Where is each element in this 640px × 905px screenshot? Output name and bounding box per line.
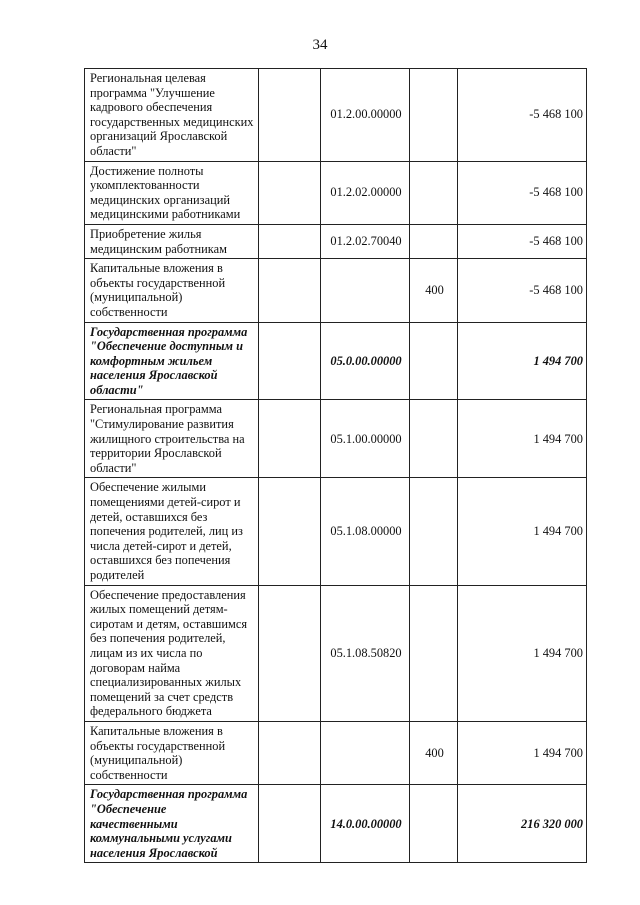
budget-table — [84, 68, 587, 863]
row-code: 01.2.00.00000 — [321, 69, 410, 162]
row-code — [321, 259, 410, 322]
row-program-cell — [259, 322, 321, 400]
row-expense-type: 400 — [410, 259, 458, 322]
row-program-cell — [259, 785, 321, 863]
row-program-cell — [259, 161, 321, 224]
row-program-cell — [259, 259, 321, 322]
page-number: 34 — [312, 37, 328, 53]
row-name: Капитальные вложения в объекты государственной (муниципальной) собственности — [85, 259, 259, 322]
row-expense-type — [410, 585, 458, 721]
table-row-program-total — [85, 785, 587, 863]
row-amount: -5 468 100 — [458, 161, 587, 224]
row-expense-type — [410, 785, 458, 863]
row-code: 05.0.00.00000 — [321, 322, 410, 400]
row-amount: 1 494 700 — [458, 400, 587, 478]
row-amount: 216 320 000 — [458, 785, 587, 863]
row-name: Достижение полноты укомплектованности медицинских организаций медицинскими работниками — [85, 161, 259, 224]
table-row — [85, 478, 587, 585]
row-amount: -5 468 100 — [458, 224, 587, 258]
row-amount: 1 494 700 — [458, 322, 587, 400]
row-code: 05.1.00.00000 — [321, 400, 410, 478]
table-row — [85, 259, 587, 322]
row-amount: -5 468 100 — [458, 69, 587, 162]
table-row — [85, 69, 587, 162]
row-program-cell — [259, 478, 321, 585]
table-row-program-total — [85, 322, 587, 400]
row-expense-type — [410, 161, 458, 224]
row-name: Государственная программа "Обеспечение доступным и комфортным жильем населения Ярославской области" — [85, 322, 259, 400]
row-name: Государственная программа "Обеспечение качественными коммунальными услугами населения Ярославской — [85, 785, 259, 863]
row-amount: 1 494 700 — [458, 478, 587, 585]
table-row — [85, 224, 587, 258]
row-expense-type — [410, 69, 458, 162]
row-code — [321, 721, 410, 784]
row-code: 05.1.08.00000 — [321, 478, 410, 585]
row-program-cell — [259, 69, 321, 162]
row-expense-type — [410, 478, 458, 585]
table-row — [85, 721, 587, 784]
row-expense-type: 400 — [410, 721, 458, 784]
row-program-cell — [259, 400, 321, 478]
row-code: 01.2.02.00000 — [321, 161, 410, 224]
row-name: Региональная целевая программа "Улучшение кадрового обеспечения государственных медицинских организаций Ярославской области" — [85, 69, 259, 162]
table-row — [85, 161, 587, 224]
table-row — [85, 585, 587, 721]
table-row — [85, 400, 587, 478]
row-program-cell — [259, 585, 321, 721]
row-name: Обеспечение предоставления жилых помещений детям-сиротам и детям, оставшимся без попечения родителей, лицам из их числа по договорам найма специализированных жилых помещений за счет средств федерального бюджета — [85, 585, 259, 721]
row-name: Приобретение жилья медицинским работникам — [85, 224, 259, 258]
row-expense-type — [410, 400, 458, 478]
row-program-cell — [259, 224, 321, 258]
row-name: Капитальные вложения в объекты государственной (муниципальной) собственности — [85, 721, 259, 784]
row-amount: -5 468 100 — [458, 259, 587, 322]
row-code: 01.2.02.70040 — [321, 224, 410, 258]
row-expense-type — [410, 322, 458, 400]
row-expense-type — [410, 224, 458, 258]
row-program-cell — [259, 721, 321, 784]
row-amount: 1 494 700 — [458, 585, 587, 721]
row-code: 14.0.00.00000 — [321, 785, 410, 863]
row-name: Обеспечение жилыми помещениями детей-сирот и детей, оставшихся без попечения родителей, лиц из числа детей-сирот и детей, оставшихся без попечения родителей — [85, 478, 259, 585]
row-amount: 1 494 700 — [458, 721, 587, 784]
row-code: 05.1.08.50820 — [321, 585, 410, 721]
row-name: Региональная программа "Стимулирование развития жилищного строительства на территории Ярославской области" — [85, 400, 259, 478]
